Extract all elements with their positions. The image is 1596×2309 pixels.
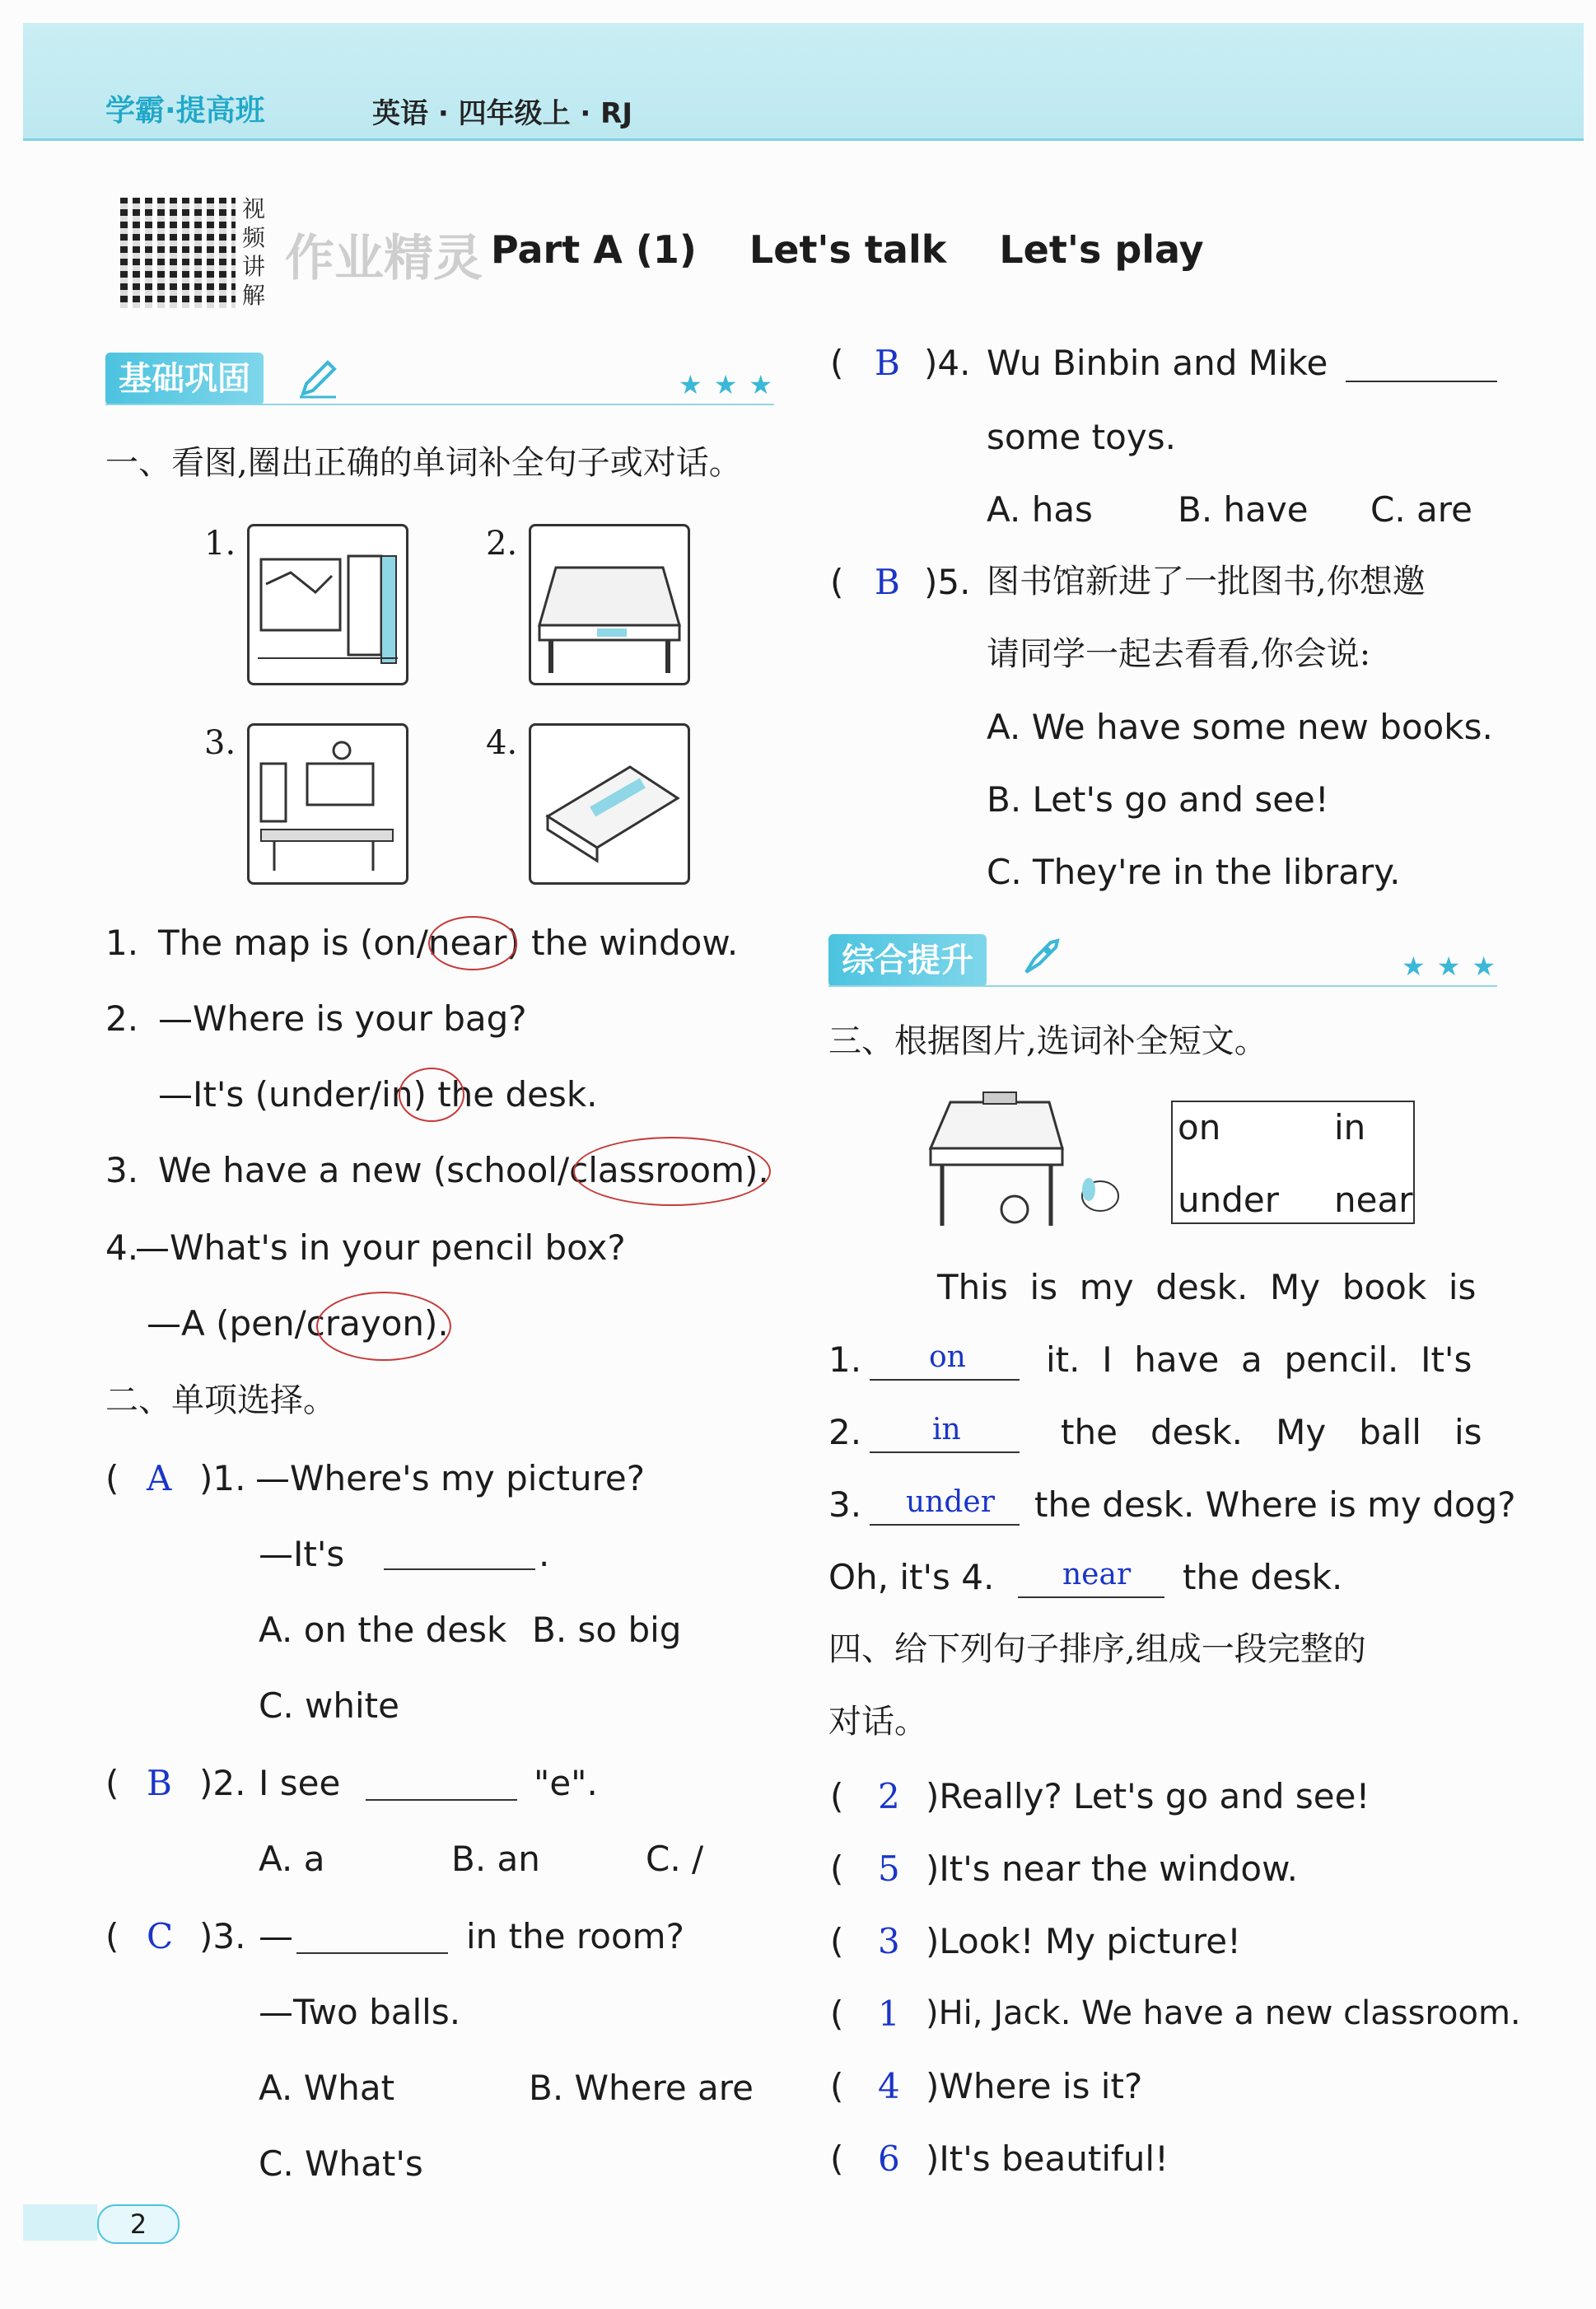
dialogue-line: )It's near the window. xyxy=(926,1849,1298,1889)
dialogue-line: )Really? Let's go and see! xyxy=(926,1776,1370,1816)
qr-code[interactable] xyxy=(120,198,236,308)
passage-text: it. I have a pencil. It's xyxy=(1046,1339,1472,1380)
paren-open: ( xyxy=(830,2066,844,2106)
page-title: Part A (1) Let's talk Let's play xyxy=(491,227,1204,272)
map-window-picture xyxy=(247,524,408,685)
answer-blank[interactable] xyxy=(870,1451,1020,1453)
brand-logo: 学霸·提高班 xyxy=(105,94,265,128)
dialogue-line: )Where is it? xyxy=(926,2066,1143,2106)
passage-text: This is my desk. My book is xyxy=(937,1267,1477,1307)
section-badge-comprehensive: 综合提升 xyxy=(828,934,987,987)
fill-answer: in xyxy=(932,1413,961,1447)
option-c: C. / xyxy=(646,1839,704,1879)
dialogue-line: )It's beautiful! xyxy=(926,2138,1169,2179)
question-number: )4. xyxy=(924,343,971,383)
word-bank-word: on xyxy=(1178,1107,1221,1147)
choice-answer: C xyxy=(147,1916,174,1956)
fill-answer: on xyxy=(929,1340,966,1374)
pic-number: 2. xyxy=(486,525,518,563)
word-bank-word: near xyxy=(1334,1180,1413,1220)
dialogue-line: )Hi, Jack. We have a new classroom. xyxy=(926,1994,1521,2032)
pencil-box-picture xyxy=(529,723,690,885)
choice-answer: B xyxy=(875,343,900,383)
choice-answer: A xyxy=(147,1458,172,1498)
qr-label: 视频讲解 xyxy=(242,195,266,309)
answer-circle xyxy=(316,1292,451,1361)
pic-number: 4. xyxy=(486,724,518,762)
question-stem: —It's xyxy=(259,1534,345,1574)
header-rule xyxy=(23,138,1584,141)
pencil-icon xyxy=(296,358,339,400)
punctuation: . xyxy=(539,1534,550,1574)
paren-open: ( xyxy=(830,1921,844,1961)
question-stem: Wu Binbin and Mike xyxy=(987,343,1328,383)
blank-number: 2. xyxy=(828,1412,862,1452)
question-stem: —Two balls. xyxy=(259,1992,461,2032)
paren-open: ( xyxy=(830,343,844,383)
order-answer: 2 xyxy=(878,1776,900,1816)
q1-item-text: —A (pen/crayon). xyxy=(147,1303,449,1344)
pic-number: 1. xyxy=(204,525,236,563)
question-number: )2. xyxy=(199,1763,246,1803)
q1-item-number: 4. xyxy=(105,1227,139,1268)
question-stem: "e". xyxy=(534,1763,598,1803)
answer-blank[interactable] xyxy=(1346,381,1497,382)
paren-open: ( xyxy=(830,1993,844,2034)
passage-text: Oh, it's 4. xyxy=(828,1557,995,1597)
option-a: A. a xyxy=(259,1839,325,1879)
answer-circle xyxy=(573,1137,771,1206)
section-rule xyxy=(828,985,1497,987)
q3-heading: 三、根据图片,选词补全短文。 xyxy=(828,1022,1267,1060)
answer-blank[interactable] xyxy=(384,1568,535,1570)
option-b: B. an xyxy=(451,1839,540,1879)
answer-blank[interactable] xyxy=(296,1952,448,1954)
choice-answer: B xyxy=(147,1763,172,1803)
star-rating: ★★★ xyxy=(1402,951,1508,982)
word-bank-word: in xyxy=(1334,1107,1366,1147)
paren-open: ( xyxy=(105,1763,119,1803)
desk-dog-ball-picture xyxy=(926,1086,1132,1234)
answer-blank[interactable] xyxy=(366,1799,517,1801)
answer-circle xyxy=(399,1068,464,1122)
q1-item-text: —What's in your pencil box? xyxy=(135,1227,626,1268)
question-number: )3. xyxy=(199,1916,246,1956)
option-c: C. What's xyxy=(259,2143,423,2184)
blank-number: 3. xyxy=(828,1484,862,1525)
order-answer: 3 xyxy=(878,1921,900,1961)
page-number: 2 xyxy=(97,2204,180,2244)
q4-heading: 四、给下列句子排序,组成一段完整的 xyxy=(828,1630,1366,1668)
order-answer: 4 xyxy=(878,2066,900,2106)
option-a: A. has xyxy=(987,489,1093,530)
pic-number: 3. xyxy=(204,724,236,762)
book-subject: 英语 · 四年级上 · RJ xyxy=(372,97,633,130)
order-answer: 6 xyxy=(878,2138,900,2179)
option-b: B. have xyxy=(1178,489,1309,530)
option-a: A. on the desk xyxy=(259,1610,507,1650)
question-number: )1. xyxy=(199,1458,246,1498)
option-b: B. so big xyxy=(532,1610,682,1650)
passage-text: the desk. Where is my dog? xyxy=(1034,1484,1516,1525)
answer-blank[interactable] xyxy=(870,1524,1020,1526)
question-stem: —Where's my picture? xyxy=(255,1458,646,1498)
question-stem: — xyxy=(259,1916,293,1956)
option-b: B. Let's go and see! xyxy=(987,779,1329,820)
choice-answer: B xyxy=(875,562,900,602)
q1-item-text: —It's (under/in) the desk. xyxy=(158,1074,598,1115)
option-c: C. They're in the library. xyxy=(987,852,1401,892)
passage-text: the desk. My ball is xyxy=(1061,1412,1482,1452)
watermark: 作业精灵 xyxy=(285,230,483,287)
paren-open: ( xyxy=(105,1458,119,1498)
question-stem: 请同学一起去看看,你会说: xyxy=(987,635,1371,673)
word-bank-word: under xyxy=(1178,1180,1280,1220)
q1-item-number: 1. xyxy=(105,923,139,963)
q1-item-number: 3. xyxy=(105,1150,139,1190)
q1-item-text: We have a new (school/classroom). xyxy=(158,1150,769,1190)
blank-number: 1. xyxy=(828,1339,862,1380)
answer-circle xyxy=(428,916,517,970)
order-answer: 1 xyxy=(878,1993,900,2034)
paren-open: ( xyxy=(830,1776,844,1816)
option-c: C. white xyxy=(259,1685,399,1726)
q1-item-number: 2. xyxy=(105,998,139,1039)
option-b: B. Where are xyxy=(529,2068,754,2108)
passage-text: the desk. xyxy=(1183,1557,1343,1597)
dialogue-line: )Look! My picture! xyxy=(926,1921,1241,1961)
answer-blank[interactable] xyxy=(870,1379,1020,1381)
option-c: C. are xyxy=(1370,489,1472,530)
q1-heading: 一、看图,圈出正确的单词补全句子或对话。 xyxy=(105,444,742,482)
section-badge-basic: 基础巩固 xyxy=(105,353,264,405)
paren-open: ( xyxy=(830,562,844,602)
question-stem: I see xyxy=(259,1763,341,1803)
paren-open: ( xyxy=(830,2138,844,2179)
question-stem: in the room? xyxy=(466,1916,684,1956)
fill-answer: under xyxy=(906,1485,995,1519)
desk-picture xyxy=(529,524,690,685)
q4-heading: 对话。 xyxy=(828,1703,927,1741)
question-stem: 图书馆新进了一批图书,你想邀 xyxy=(987,563,1426,601)
footer-band xyxy=(23,2204,97,2241)
question-number: )5. xyxy=(924,562,971,602)
q2-heading: 二、单项选择。 xyxy=(105,1381,336,1419)
paren-open: ( xyxy=(830,1849,844,1889)
option-a: A. What xyxy=(259,2068,395,2108)
classroom-picture xyxy=(247,723,408,885)
star-rating: ★★★ xyxy=(679,369,785,400)
q1-item-text: The map is (on/near) the window. xyxy=(158,923,739,963)
answer-blank[interactable] xyxy=(1018,1596,1164,1598)
rocket-icon xyxy=(1018,934,1064,980)
fill-answer: near xyxy=(1062,1558,1132,1592)
question-stem: some toys. xyxy=(987,417,1176,457)
section-rule xyxy=(105,404,774,405)
option-a: A. We have some new books. xyxy=(987,707,1493,747)
paren-open: ( xyxy=(105,1916,119,1956)
q1-item-text: —Where is your bag? xyxy=(158,998,527,1039)
order-answer: 5 xyxy=(878,1849,900,1889)
